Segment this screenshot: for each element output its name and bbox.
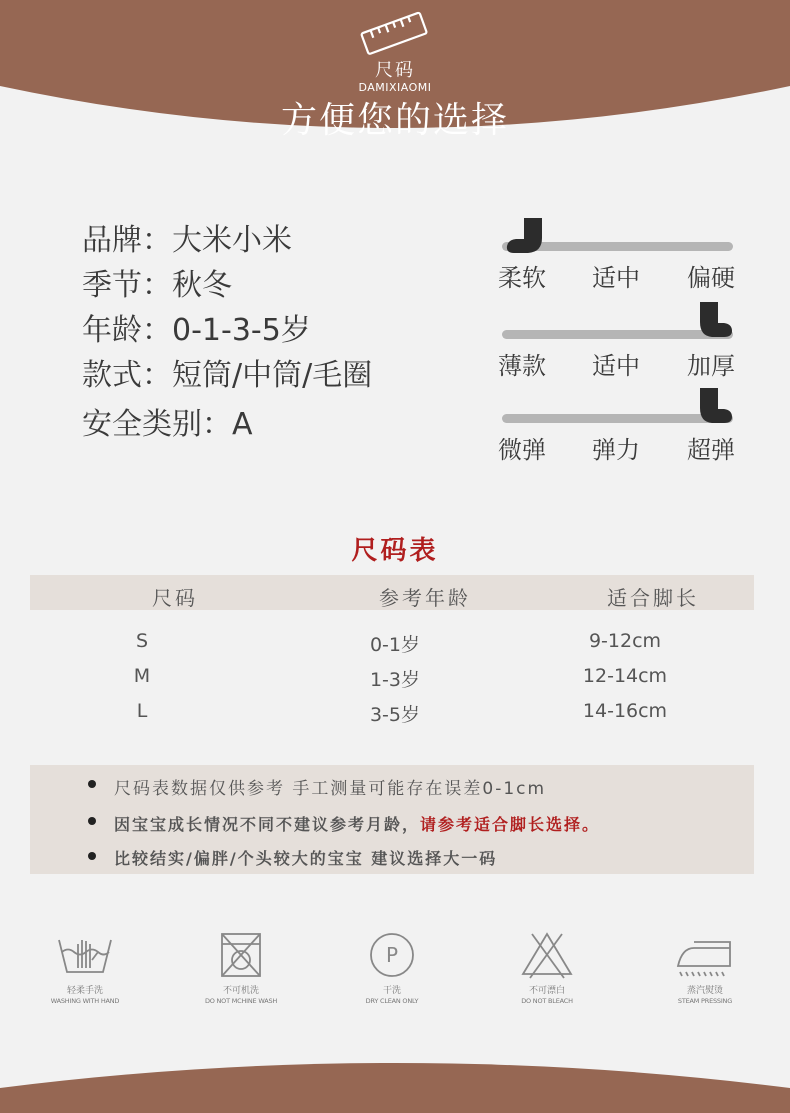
care-label-en: DO NOT MCHINE WASH <box>204 997 278 1005</box>
scale-label-mid: 适中 <box>592 352 640 380</box>
ruler-icon <box>355 8 435 62</box>
spec-brand: 品牌：大米小米 <box>82 223 292 258</box>
scale-label-high: 偏硬 <box>687 264 735 292</box>
bullet-icon <box>88 852 96 860</box>
table-row <box>0 700 790 730</box>
care-label: 不可机洗 <box>222 986 259 996</box>
brand-subtitle: DAMIXIAOMI <box>358 81 432 94</box>
header-foot-length: 适合脚长 <box>607 586 699 610</box>
care-label: 蒸汽熨烫 <box>686 986 723 996</box>
cell-foot-length: 12-14cm <box>582 665 668 687</box>
cell-foot-length: 14-16cm <box>582 700 668 722</box>
table-row <box>0 630 790 660</box>
care-label: 不可漂白 <box>528 986 565 996</box>
sock-marker-icon <box>694 300 736 344</box>
thickness-scale <box>498 304 738 380</box>
steam-iron-icon <box>674 930 736 980</box>
scale-label-high: 超弹 <box>687 436 735 464</box>
scale-label-low: 薄款 <box>498 352 546 380</box>
softness-scale <box>498 216 738 292</box>
care-dry-clean <box>337 930 447 1005</box>
care-label: 干洗 <box>382 986 401 996</box>
elasticity-scale <box>498 388 738 464</box>
size-table-header <box>30 575 754 610</box>
notes-panel <box>30 765 754 874</box>
spec-age: 年龄：0-1-3-5岁 <box>82 313 311 348</box>
brand-name: 尺码 <box>375 60 415 81</box>
scale-label-low: 柔软 <box>498 264 546 292</box>
scale-label-mid: 弹力 <box>592 436 640 464</box>
hand-wash-icon <box>56 930 114 980</box>
spec-season: 季节：秋冬 <box>82 268 232 303</box>
care-label-en: DRY CLEAN ONLY <box>365 997 419 1005</box>
scale-label-low: 微弹 <box>498 436 546 464</box>
size-table-title: 尺码表 <box>351 536 439 566</box>
dry-clean-symbol: P <box>385 943 399 967</box>
scale-label-mid: 适中 <box>592 264 640 292</box>
note-foot-length-advice: 请参考适合脚长选择。 <box>420 815 601 834</box>
note-age-advice <box>114 812 600 835</box>
dry-clean-icon <box>363 930 421 980</box>
cell-size: L <box>136 700 148 722</box>
care-hand-wash <box>30 930 140 1005</box>
spec-safety: 安全类别：A <box>82 407 253 442</box>
cell-size: S <box>135 630 149 652</box>
header-age: 参考年龄 <box>379 586 471 610</box>
care-label-en: WASHING WITH HAND <box>50 997 120 1005</box>
spec-style: 款式：短筒/中筒/毛圈 <box>82 358 373 393</box>
footer-band <box>0 1060 790 1113</box>
cell-foot-length: 9-12cm <box>588 630 662 652</box>
header-size: 尺码 <box>152 586 198 610</box>
no-machine-wash-icon <box>212 930 270 980</box>
care-label-en: STEAM PRESSING <box>677 997 733 1005</box>
cell-age: 3-5岁 <box>369 704 421 726</box>
care-no-bleach <box>492 930 602 1005</box>
care-label: 轻柔手洗 <box>66 986 103 996</box>
note-measurement: 尺码表数据仅供参考 手工测量可能存在误差0-1cm <box>114 779 547 799</box>
cell-age: 0-1岁 <box>369 634 421 656</box>
bullet-icon <box>88 780 96 788</box>
sock-marker-icon <box>694 386 736 430</box>
sock-marker-icon <box>504 216 546 260</box>
cell-age: 1-3岁 <box>369 669 421 691</box>
product-specs <box>82 218 372 447</box>
page-title: 方便您的选择 <box>280 100 509 141</box>
care-label-en: DO NOT BLEACH <box>521 997 573 1005</box>
bullet-icon <box>88 817 96 825</box>
cell-size: M <box>133 665 151 687</box>
note-age-advice-text: 因宝宝成长情况不同不建议参考月龄， <box>114 815 421 834</box>
table-row <box>0 665 790 695</box>
note-size-up: 比较结实/偏胖/个头较大的宝宝 建议选择大一码 <box>114 849 498 868</box>
scale-label-high: 加厚 <box>687 352 735 380</box>
care-no-machine-wash <box>186 930 296 1005</box>
care-steam-iron <box>650 930 760 1005</box>
no-bleach-icon <box>518 930 576 980</box>
